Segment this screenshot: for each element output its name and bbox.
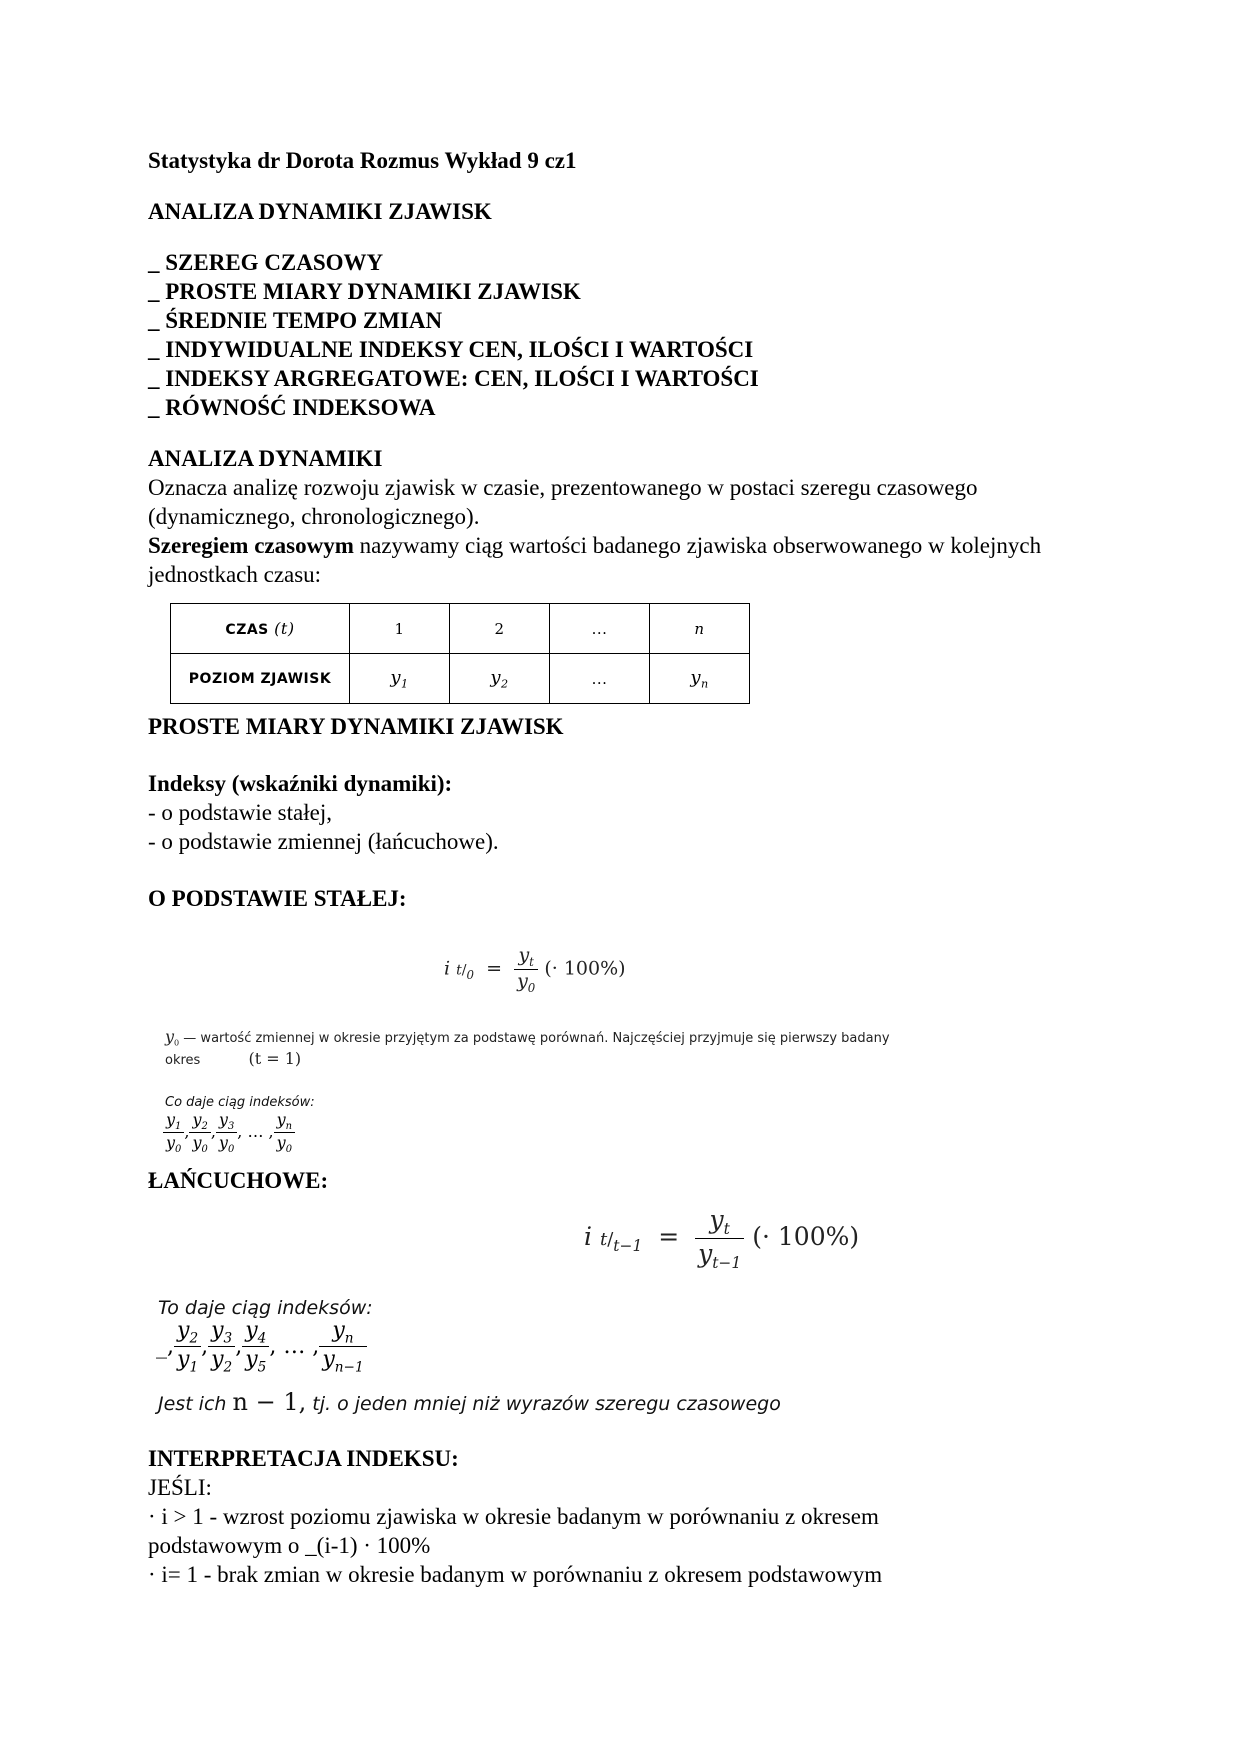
topic-item: _ INDEKSY ARGREGATOWE: CEN, ILOŚCI I WARTOŚCI — [148, 366, 759, 391]
table-row — [171, 604, 750, 654]
analiza-heading: ANALIZA DYNAMIKI — [148, 446, 383, 471]
analiza-paragraph: Oznacza analizę rozwoju zjawisk w czasie, prezentowanego w postaci szeregu czasowego (dynamicznego, chronologicznego). — [148, 475, 978, 529]
szereg-term: Szeregiem czasowym — [148, 533, 354, 558]
indeksy-item: - o podstawie zmiennej (łańcuchowe). — [148, 829, 499, 854]
table-cell: n — [650, 604, 750, 654]
proste-heading: PROSTE MIARY DYNAMIKI ZJAWISK — [148, 714, 564, 739]
table-cell: ... — [550, 604, 650, 654]
interp-line: podstawowym o _(i-1) · 100% — [148, 1533, 431, 1558]
table-header-czas: CZAS (t) — [171, 604, 350, 654]
table-cell: 1 — [350, 604, 450, 654]
stala-heading: O PODSTAWIE STAŁEJ: — [148, 886, 407, 911]
table-cell: 2 — [450, 604, 550, 654]
fixed-seq-caption: Co daje ciąg indeksów: — [165, 1095, 315, 1110]
table-cell: ... — [550, 654, 650, 704]
interp-line: · i= 1 - brak zmian w okresie badanym w porównaniu z okresem podstawowym — [148, 1562, 883, 1587]
interp-heading: INTERPRETACJA INDEKSU: — [148, 1446, 459, 1471]
topic-item: _ SZEREG CZASOWY — [148, 250, 384, 275]
base-note: $y_0$ — wartość zmiennej w okresie przyjętym za podstawę porównań. Najczęściej przyjmuje się pierwszy badany — [165, 1027, 890, 1048]
chain-seq-formula: _, $\frac{y_2}{y_1}$ , $\frac{y_3}{y_2}$ , $\frac{y_4}{y_5}$ , … , $\frac{y_n}{y_{n-1}}$ — [156, 1318, 367, 1376]
topic-item: _ ŚREDNIE TEMPO ZMIAN — [148, 308, 443, 333]
table-cell: $y_n$ — [650, 654, 750, 704]
table-cell: $y_1$ — [350, 654, 450, 704]
topic-item: _ INDYWIDUALNE INDEKSY CEN, ILOŚCI I WARTOŚCI — [148, 337, 754, 362]
chain-seq-caption: To daje ciąg indeksów: — [158, 1297, 373, 1319]
chain-percent: (· 100%) — [752, 1222, 860, 1251]
fixed-seq-formula: $\frac{y_1}{y_0}$ , $\frac{y_2}{y_0}$ , $\frac{y_3}{y_0}$ , … , $\frac{y_n}{y_0}$ — [163, 1110, 295, 1155]
topic-list — [148, 248, 1098, 422]
szereg-definition — [148, 531, 1098, 589]
table-header-poziom: POZIOM ZJAWISK — [171, 654, 350, 704]
topic-item: _ RÓWNOŚĆ INDEKSOWA — [148, 395, 436, 420]
time-variable: (t) — [274, 619, 295, 638]
topic-item: _ PROSTE MIARY DYNAMIKI ZJAWISK — [148, 279, 581, 304]
szereg-definition-text: nazywamy ciąg wartości badanego zjawiska obserwowanego w kolejnych jednostkach czasu: — [148, 533, 1042, 587]
table-cell: $y_2$ — [450, 654, 550, 704]
base-note-line2: okres (t = 1) — [165, 1049, 302, 1068]
chain-formula: i $t/_{t-1}$ = $\frac{y_t}{y_{t-1}}$ (· 100%) — [584, 1205, 860, 1272]
table-row — [171, 654, 750, 704]
indeksy-heading: Indeksy (wskaźniki dynamiki): — [148, 771, 453, 796]
indeksy-item: - o podstawie stałej, — [148, 800, 332, 825]
interp-line: · i > 1 - wzrost poziomu zjawiska w okresie badanym w porównaniu z okresem — [148, 1504, 879, 1529]
interpretation-section — [148, 1444, 1098, 1589]
interp-jesli: JEŚLI: — [148, 1475, 212, 1500]
fixed-base-percent: (· 100%) — [544, 957, 626, 980]
main-section-heading: ANALIZA DYNAMIKI ZJAWISK — [148, 199, 492, 224]
document-title: Statystyka dr Dorota Rozmus Wykład 9 cz1 — [148, 148, 577, 173]
document-page — [148, 146, 1098, 913]
fixed-base-formula: i $t/_0$ = $\frac{y_t}{y_0}$ (· 100%) — [444, 944, 626, 995]
time-series-table — [170, 603, 750, 704]
lancuch-heading: ŁAŃCUCHOWE: — [148, 1168, 329, 1193]
chain-count-note: Jest ich n − 1, tj. o jeden mniej niż wyrazów szeregu czasowego — [158, 1388, 781, 1416]
